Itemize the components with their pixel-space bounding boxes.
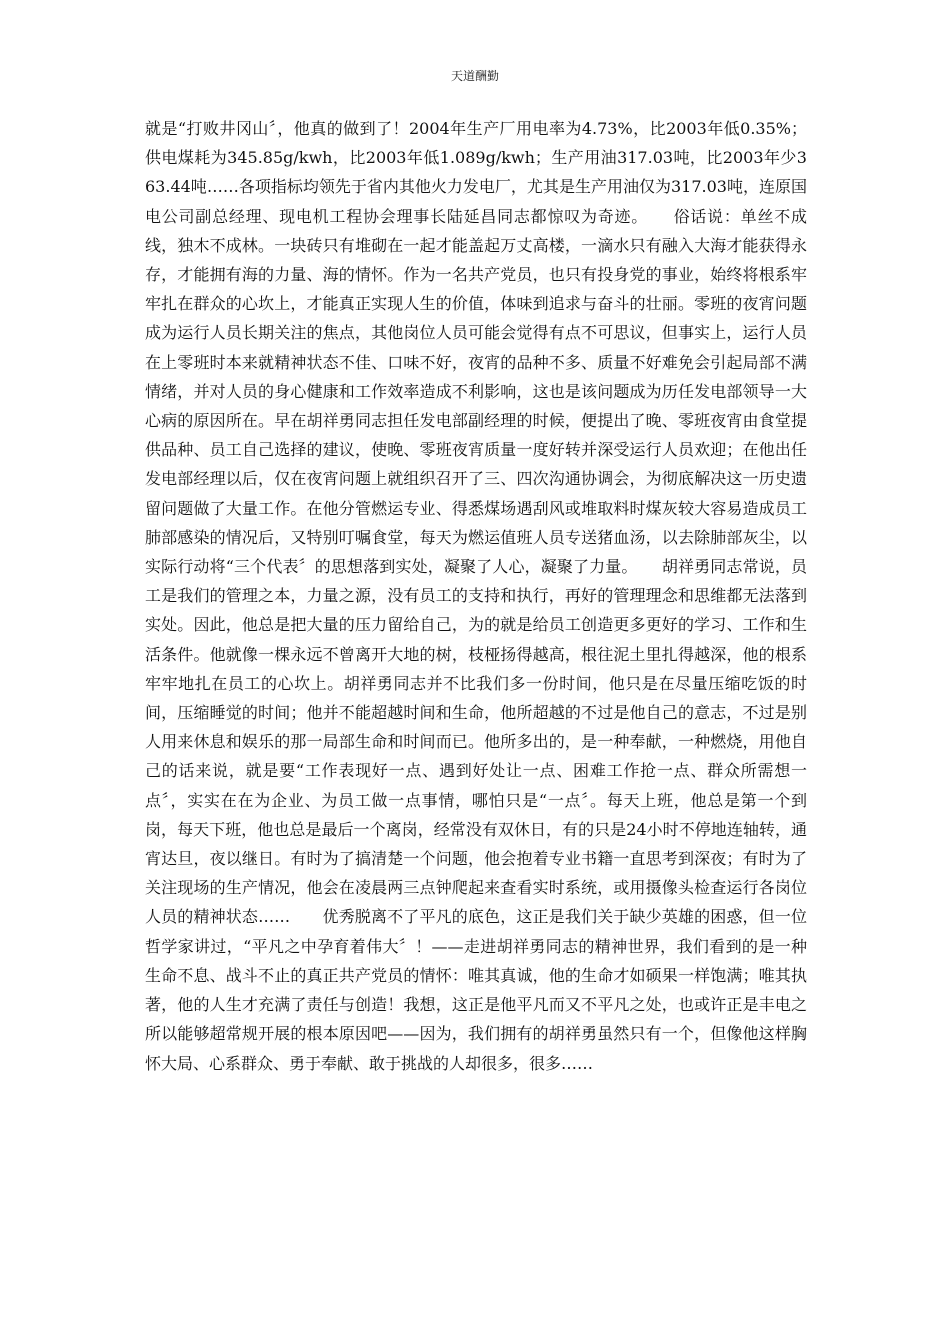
body-paragraph: 就是“打败井冈山〞，他真的做到了！2004年生产厂用电率为4.73%，比2003年低0.35%；供电煤耗为345.85g/kwh，比2003年低1.089g/kwh；生产用油317.03吨，比2003年少363.44吨……各项指标均领先于省内其他火力发电厂，尤其是生产用油仅为317.03吨，连原国电公司副总经理、现电机工程协会理事长陆延昌同志都惊叹为奇迹。 俗话说：单丝不成线，独木不成林。一块砖只有堆砌在一起才能盖起万丈高楼，一滴水只有融入大海才能获得永存，才能拥有海的力量、海的情怀。作为一名共产党员，也只有投身党的事业，始终将根系牢牢扎在群众的心坎上，才能真正实现人生的价值，体味到追求与奋斗的壮丽。零班的夜宵问题成为运行人员长期关注的焦点，其他岗位人员可能会觉得有点不可思议，但事实上，运行人员在上零班时本来就精神状态不佳、口味不好，夜宵的品种不多、质量不好难免会引起局部不满情绪，并对人员的身心健康和工作效率造成不利影响，这也是该问题成为历任发电部领导一大心病的原因所在。早在胡祥勇同志担任发电部副经理的时候，便提出了晚、零班夜宵由食堂提供品种、员工自己选择的建议，使晚、零班夜宵质量一度好转并深受运行人员欢迎；在他出任发电部经理以后，仅在夜宵问题上就组织召开了三、四次沟通协调会，为彻底解决这一历史遗留问题做了大量工作。在他分管燃运专业、得悉煤场遇刮风或堆取料时煤灰较大容易造成员工肺部感染的情况后，又特别叮嘱食堂，每天为燃运值班人员专送猪血汤，以去除肺部灰尘，以实际行动将“三个代表〞的思想落到实处，凝聚了人心，凝聚了力量。 胡祥勇同志常说，员工是我们的管理之本，力量之源，没有员工的支持和执行，再好的管理理念和思维都无法落到实处。因此，他总是把大量的压力留给自己，为的就是给员工创造更多更好的学习、工作和生活条件。他就像一棵永远不曾离开大地的树，枝桠扬得越高，根往泥土里扎得越深，他的根系牢牢地扎在员工的心坎上。胡祥勇同志并不比我们多一份时间，他只是在尽量压缩吃饭的时间，压缩睡觉的时间；他并不能超越时间和生命，他所超越的不过是他自己的意志，不过是别人用来休息和娱乐的那一局部生命和时间而已。他所多出的，是一种奉献，一种燃烧，用他自己的话来说，就是要“工作表现好一点、遇到好处让一点、困难工作抢一点、群众所需想一点〞，实实在在为企业、为员工做一点事情，哪怕只是“一点〞。每天上班，他总是第一个到岗，每天下班，他也总是最后一个离岗，经常没有双休日，有的只是24小时不停地连轴转，通宵达旦，夜以继日。有时为了搞清楚一个问题，他会抱着专业书籍一直思考到深夜；有时为了关注现场的生产情况，他会在凌晨两三点钟爬起来查看实时系统，或用摄像头检查运行各岗位人员的精神状态…… 优秀脱离不了平凡的底色，这正是我们关于缺少英雄的困惑，但一位哲学家讲过，“平凡之中孕育着伟大〞！——走进胡祥勇同志的精神世界，我们看到的是一种生命不息、战斗不止的真正共产党员的情怀：唯其真诚，他的生命才如硕果一样饱满；唯其执著，他的人生才充满了责任与创造！我想，这正是他平凡而又不平凡之处，也或许正是丰电之所以能够超常规开展的根本原因吧——因为，我们拥有的胡祥勇虽然只有一个，但像他这样胸怀大局、心系群众、勇于奉献、敢于挑战的人却很多，很多…… [145,119,807,1073]
page-header-title: 天道酬勤 [450,69,499,83]
